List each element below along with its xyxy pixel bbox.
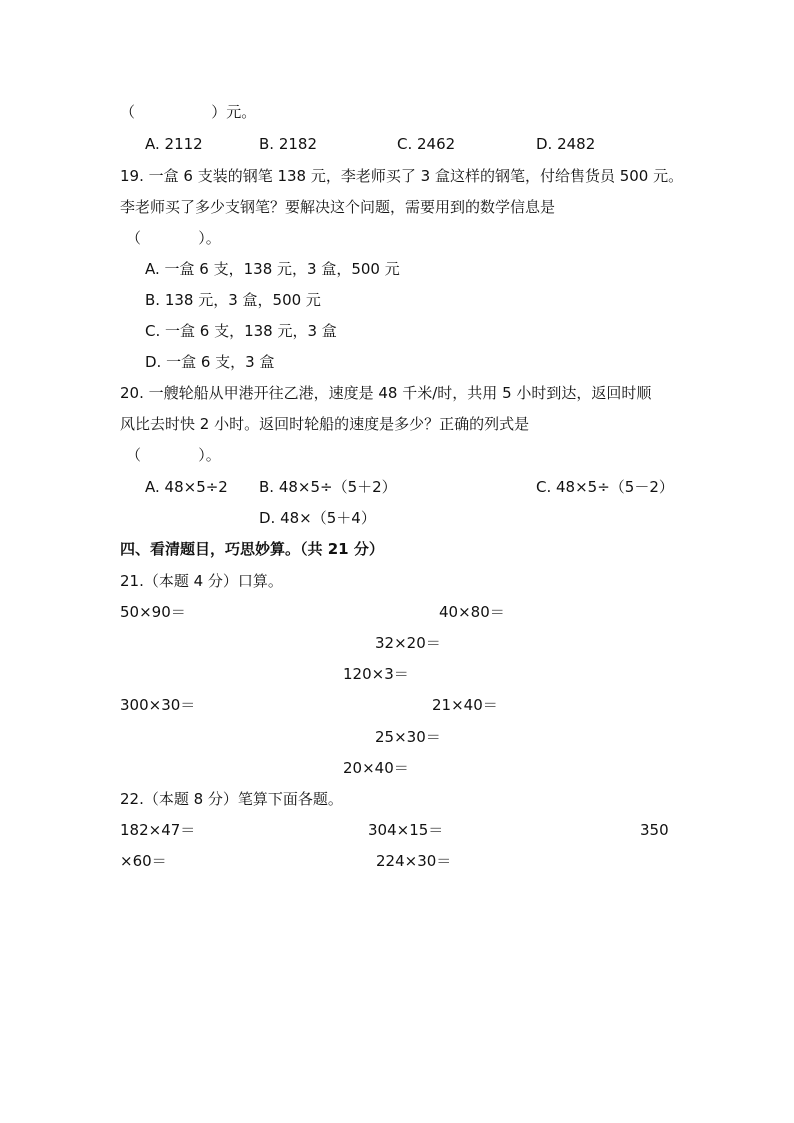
q21-item: 300×30＝ [120, 696, 196, 714]
q22-item: ×60＝ [120, 852, 167, 870]
q20-line1: 20. 一艘轮船从甲港开往乙港，速度是 48 千米/时，共用 5 小时到达，返回时顺 [120, 384, 652, 402]
q21-item: 120×3＝ [343, 665, 409, 683]
q20-option-a: A. 48×5÷2 [145, 478, 228, 496]
q20-option-b: B. 48×5÷（5＋2） [259, 478, 397, 496]
q22-item: 182×47＝ [120, 821, 196, 839]
q22-item: 350 [640, 821, 669, 839]
q22-item: 304×15＝ [368, 821, 444, 839]
q18-option-b: B. 2182 [259, 135, 318, 153]
q19-line2: 李老师买了多少支钢笔？要解决这个问题，需要用到的数学信息是 [120, 198, 556, 216]
q19-option-a: A. 一盒 6 支，138 元，3 盒，500 元 [145, 260, 400, 278]
q18-option-c: C. 2462 [397, 135, 456, 153]
q19-option-d: D. 一盒 6 支，3 盒 [145, 353, 275, 371]
q21-item: 32×20＝ [375, 634, 441, 652]
q18-option-d: D. 2482 [536, 135, 596, 153]
q20-option-c: C. 48×5÷（5－2） [536, 478, 674, 496]
q20-option-d: D. 48×（5＋4） [259, 509, 376, 527]
q19-blank: （ ）。 [126, 229, 221, 247]
q19-option-b: B. 138 元，3 盒，500 元 [145, 291, 321, 309]
q21-item: 50×90＝ [120, 603, 186, 621]
q18-stem-tail: （ ）元。 [120, 103, 257, 121]
q19-line1: 19. 一盒 6 支装的钢笔 138 元，李老师买了 3 盒这样的钢笔，付给售货员 500 元。 [120, 167, 684, 185]
q21-item: 20×40＝ [343, 759, 409, 777]
section4-heading: 四、看清题目，巧思妙算。（共 21 分） [120, 540, 384, 558]
q18-option-a: A. 2112 [145, 135, 203, 153]
q19-option-c: C. 一盒 6 支，138 元，3 盒 [145, 322, 337, 340]
q22-item: 224×30＝ [376, 852, 452, 870]
q21-item: 40×80＝ [439, 603, 505, 621]
q20-line2: 风比去时快 2 小时。返回时轮船的速度是多少？正确的列式是 [120, 415, 530, 433]
q21-item: 21×40＝ [432, 696, 498, 714]
q22-title: 22.（本题 8 分）笔算下面各题。 [120, 790, 343, 808]
q21-item: 25×30＝ [375, 728, 441, 746]
q20-blank: （ ）。 [126, 446, 221, 464]
q21-title: 21.（本题 4 分）口算。 [120, 572, 283, 590]
